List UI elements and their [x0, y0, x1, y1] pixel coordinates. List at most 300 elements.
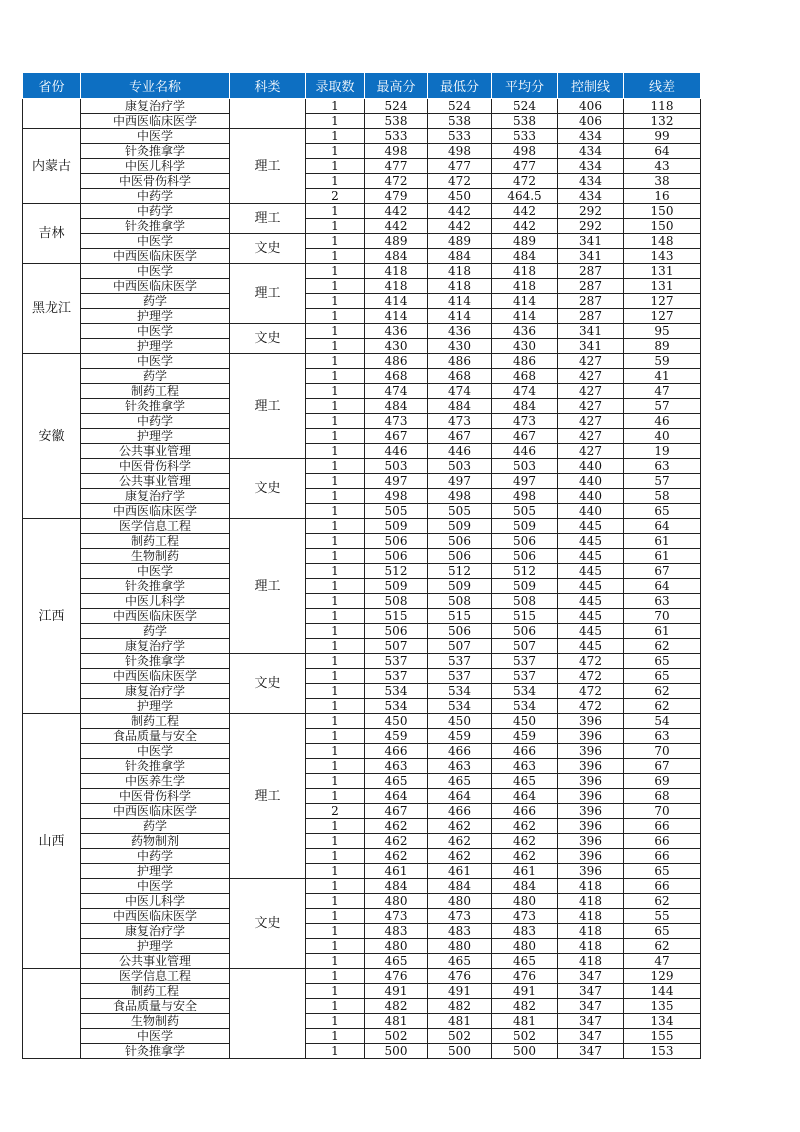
- major-cell: 制药工程: [81, 984, 230, 999]
- table-row: [23, 114, 701, 129]
- min-score-cell: 533: [428, 129, 492, 144]
- avg-score-cell: 497: [492, 474, 558, 489]
- avg-score-cell: 414: [492, 294, 558, 309]
- max-score-cell: 467: [365, 429, 428, 444]
- max-score-cell: 491: [365, 984, 428, 999]
- table-row: [23, 924, 701, 939]
- table-row: [23, 129, 701, 144]
- major-cell: 中医儿科学: [81, 159, 230, 174]
- table-row: [23, 264, 701, 279]
- line-diff-cell: 61: [624, 624, 701, 639]
- major-cell: 中西医临床医学: [81, 114, 230, 129]
- major-cell: 制药工程: [81, 534, 230, 549]
- min-score-cell: 463: [428, 759, 492, 774]
- control-line-cell: 341: [558, 324, 624, 339]
- max-score-cell: 497: [365, 474, 428, 489]
- avg-score-cell: 534: [492, 684, 558, 699]
- control-line-cell: 396: [558, 714, 624, 729]
- avg-score-cell: 502: [492, 1029, 558, 1044]
- min-score-cell: 503: [428, 459, 492, 474]
- control-line-cell: 418: [558, 954, 624, 969]
- table-row: [23, 849, 701, 864]
- major-cell: 中西医临床医学: [81, 669, 230, 684]
- admitted-count-cell: 1: [306, 969, 365, 984]
- admitted-count-cell: 1: [306, 774, 365, 789]
- line-diff-cell: 47: [624, 954, 701, 969]
- avg-score-cell: 476: [492, 969, 558, 984]
- avg-score-cell: 459: [492, 729, 558, 744]
- min-score-cell: 482: [428, 999, 492, 1014]
- table-row: [23, 804, 701, 819]
- major-cell: 康复治疗学: [81, 684, 230, 699]
- min-score-cell: 534: [428, 699, 492, 714]
- table-row: [23, 399, 701, 414]
- line-diff-cell: 155: [624, 1029, 701, 1044]
- admitted-count-cell: 1: [306, 474, 365, 489]
- control-line-cell: 287: [558, 294, 624, 309]
- avg-score-cell: 418: [492, 279, 558, 294]
- major-cell: 中医学: [81, 264, 230, 279]
- major-cell: 中医学: [81, 354, 230, 369]
- table-row: [23, 474, 701, 489]
- max-score-cell: 508: [365, 594, 428, 609]
- major-cell: 中医学: [81, 234, 230, 249]
- min-score-cell: 474: [428, 384, 492, 399]
- line-diff-cell: 41: [624, 369, 701, 384]
- min-score-cell: 484: [428, 879, 492, 894]
- control-line-cell: 347: [558, 1029, 624, 1044]
- major-cell: 针灸推拿学: [81, 1044, 230, 1059]
- table-row: [23, 759, 701, 774]
- admitted-count-cell: 1: [306, 384, 365, 399]
- avg-score-cell: 486: [492, 354, 558, 369]
- admitted-count-cell: 2: [306, 189, 365, 204]
- avg-score-cell: 462: [492, 849, 558, 864]
- min-score-cell: 506: [428, 624, 492, 639]
- control-line-cell: 347: [558, 969, 624, 984]
- min-score-cell: 467: [428, 429, 492, 444]
- table-row: [23, 789, 701, 804]
- line-diff-cell: 68: [624, 789, 701, 804]
- avg-score-cell: 509: [492, 519, 558, 534]
- admitted-count-cell: 1: [306, 909, 365, 924]
- max-score-cell: 484: [365, 879, 428, 894]
- major-cell: 针灸推拿学: [81, 579, 230, 594]
- control-line-cell: 445: [558, 519, 624, 534]
- line-diff-cell: 16: [624, 189, 701, 204]
- admitted-count-cell: 1: [306, 219, 365, 234]
- major-cell: 药学: [81, 624, 230, 639]
- major-cell: 护理学: [81, 939, 230, 954]
- min-score-cell: 497: [428, 474, 492, 489]
- min-score-cell: 465: [428, 954, 492, 969]
- max-score-cell: 537: [365, 669, 428, 684]
- line-diff-cell: 150: [624, 219, 701, 234]
- max-score-cell: 502: [365, 1029, 428, 1044]
- admitted-count-cell: 1: [306, 849, 365, 864]
- avg-score-cell: 477: [492, 159, 558, 174]
- avg-score-cell: 503: [492, 459, 558, 474]
- table-row: [23, 174, 701, 189]
- admitted-count-cell: 1: [306, 264, 365, 279]
- avg-score-cell: 414: [492, 309, 558, 324]
- table-row: [23, 744, 701, 759]
- line-diff-cell: 65: [624, 864, 701, 879]
- admitted-count-cell: 1: [306, 714, 365, 729]
- admitted-count-cell: 1: [306, 894, 365, 909]
- max-score-cell: 473: [365, 414, 428, 429]
- min-score-cell: 505: [428, 504, 492, 519]
- line-diff-cell: 58: [624, 489, 701, 504]
- line-diff-cell: 150: [624, 204, 701, 219]
- admitted-count-cell: 1: [306, 399, 365, 414]
- avg-score-cell: 462: [492, 819, 558, 834]
- admitted-count-cell: 1: [306, 549, 365, 564]
- line-diff-cell: 62: [624, 699, 701, 714]
- control-line-cell: 396: [558, 849, 624, 864]
- avg-score-cell: 465: [492, 774, 558, 789]
- line-diff-cell: 70: [624, 609, 701, 624]
- avg-score-cell: 442: [492, 219, 558, 234]
- avg-score-cell: 538: [492, 114, 558, 129]
- max-score-cell: 533: [365, 129, 428, 144]
- line-diff-cell: 129: [624, 969, 701, 984]
- control-line-cell: 445: [558, 564, 624, 579]
- max-score-cell: 462: [365, 819, 428, 834]
- major-cell: 中药学: [81, 849, 230, 864]
- avg-score-cell: 498: [492, 489, 558, 504]
- line-diff-cell: 43: [624, 159, 701, 174]
- max-score-cell: 524: [365, 99, 428, 114]
- max-score-cell: 436: [365, 324, 428, 339]
- admitted-count-cell: 1: [306, 129, 365, 144]
- avg-score-cell: 533: [492, 129, 558, 144]
- control-line-cell: 396: [558, 804, 624, 819]
- avg-score-cell: 480: [492, 939, 558, 954]
- table-row: [23, 429, 701, 444]
- control-line-cell: 396: [558, 759, 624, 774]
- min-score-cell: 418: [428, 264, 492, 279]
- avg-score-cell: 500: [492, 1044, 558, 1059]
- table-row: [23, 684, 701, 699]
- avg-score-cell: 481: [492, 1014, 558, 1029]
- min-score-cell: 414: [428, 294, 492, 309]
- table-row: [23, 354, 701, 369]
- min-score-cell: 537: [428, 669, 492, 684]
- control-line-cell: 347: [558, 999, 624, 1014]
- table-row: [23, 339, 701, 354]
- major-cell: 生物制药: [81, 1014, 230, 1029]
- header-control-line: 控制线: [558, 73, 624, 99]
- table-row: [23, 534, 701, 549]
- control-line-cell: 440: [558, 504, 624, 519]
- control-line-cell: 427: [558, 354, 624, 369]
- table-row: [23, 99, 701, 114]
- admitted-count-cell: 1: [306, 504, 365, 519]
- line-diff-cell: 135: [624, 999, 701, 1014]
- admitted-count-cell: 1: [306, 999, 365, 1014]
- table-row: [23, 294, 701, 309]
- line-diff-cell: 127: [624, 309, 701, 324]
- max-score-cell: 414: [365, 309, 428, 324]
- line-diff-cell: 66: [624, 834, 701, 849]
- table-row: [23, 699, 701, 714]
- avg-score-cell: 484: [492, 399, 558, 414]
- province-cell: 吉林: [23, 204, 81, 264]
- line-diff-cell: 99: [624, 129, 701, 144]
- control-line-cell: 396: [558, 834, 624, 849]
- control-line-cell: 347: [558, 1044, 624, 1059]
- admitted-count-cell: 1: [306, 879, 365, 894]
- avg-score-cell: 507: [492, 639, 558, 654]
- avg-score-cell: 436: [492, 324, 558, 339]
- control-line-cell: 396: [558, 789, 624, 804]
- major-cell: 中医儿科学: [81, 594, 230, 609]
- line-diff-cell: 46: [624, 414, 701, 429]
- header-admitted-count: 录取数: [306, 73, 365, 99]
- avg-score-cell: 465: [492, 954, 558, 969]
- min-score-cell: 477: [428, 159, 492, 174]
- admission-score-sheet: [22, 72, 700, 1059]
- min-score-cell: 473: [428, 414, 492, 429]
- major-cell: 中药学: [81, 204, 230, 219]
- table-row: [23, 249, 701, 264]
- major-cell: 中医学: [81, 744, 230, 759]
- min-score-cell: 498: [428, 144, 492, 159]
- major-cell: 制药工程: [81, 384, 230, 399]
- avg-score-cell: 512: [492, 564, 558, 579]
- major-cell: 护理学: [81, 429, 230, 444]
- line-diff-cell: 65: [624, 669, 701, 684]
- max-score-cell: 538: [365, 114, 428, 129]
- major-cell: 医学信息工程: [81, 519, 230, 534]
- avg-score-cell: 484: [492, 879, 558, 894]
- max-score-cell: 462: [365, 849, 428, 864]
- max-score-cell: 506: [365, 624, 428, 639]
- min-score-cell: 466: [428, 804, 492, 819]
- control-line-cell: 445: [558, 534, 624, 549]
- header-max-score: 最高分: [365, 73, 428, 99]
- avg-score-cell: 537: [492, 669, 558, 684]
- max-score-cell: 463: [365, 759, 428, 774]
- admitted-count-cell: 1: [306, 369, 365, 384]
- line-diff-cell: 127: [624, 294, 701, 309]
- major-cell: 药学: [81, 369, 230, 384]
- max-score-cell: 477: [365, 159, 428, 174]
- control-line-cell: 287: [558, 309, 624, 324]
- category-cell: 理工: [230, 714, 306, 879]
- admitted-count-cell: 1: [306, 939, 365, 954]
- table-row: [23, 234, 701, 249]
- min-score-cell: 481: [428, 1014, 492, 1029]
- line-diff-cell: 89: [624, 339, 701, 354]
- control-line-cell: 434: [558, 174, 624, 189]
- min-score-cell: 512: [428, 564, 492, 579]
- min-score-cell: 472: [428, 174, 492, 189]
- min-score-cell: 414: [428, 309, 492, 324]
- min-score-cell: 442: [428, 204, 492, 219]
- admitted-count-cell: 1: [306, 864, 365, 879]
- line-diff-cell: 67: [624, 564, 701, 579]
- max-score-cell: 481: [365, 1014, 428, 1029]
- major-cell: 中医骨伤科学: [81, 789, 230, 804]
- max-score-cell: 468: [365, 369, 428, 384]
- min-score-cell: 462: [428, 834, 492, 849]
- max-score-cell: 430: [365, 339, 428, 354]
- control-line-cell: 427: [558, 399, 624, 414]
- table-row: [23, 1029, 701, 1044]
- admitted-count-cell: 1: [306, 759, 365, 774]
- major-cell: 护理学: [81, 864, 230, 879]
- control-line-cell: 427: [558, 384, 624, 399]
- avg-score-cell: 506: [492, 624, 558, 639]
- major-cell: 康复治疗学: [81, 489, 230, 504]
- avg-score-cell: 462: [492, 834, 558, 849]
- table-row: [23, 909, 701, 924]
- line-diff-cell: 62: [624, 639, 701, 654]
- table-body: [23, 99, 701, 1059]
- min-score-cell: 483: [428, 924, 492, 939]
- category-cell: [230, 99, 306, 129]
- table-row: [23, 609, 701, 624]
- admitted-count-cell: 1: [306, 1014, 365, 1029]
- category-cell: 理工: [230, 129, 306, 204]
- line-diff-cell: 57: [624, 474, 701, 489]
- avg-score-cell: 466: [492, 744, 558, 759]
- min-score-cell: 486: [428, 354, 492, 369]
- table-row: [23, 279, 701, 294]
- line-diff-cell: 67: [624, 759, 701, 774]
- max-score-cell: 498: [365, 144, 428, 159]
- control-line-cell: 396: [558, 774, 624, 789]
- max-score-cell: 414: [365, 294, 428, 309]
- admitted-count-cell: 1: [306, 669, 365, 684]
- line-diff-cell: 40: [624, 429, 701, 444]
- header-major: 专业名称: [81, 73, 230, 99]
- max-score-cell: 509: [365, 579, 428, 594]
- admitted-count-cell: 1: [306, 429, 365, 444]
- admitted-count-cell: 1: [306, 954, 365, 969]
- min-score-cell: 462: [428, 819, 492, 834]
- max-score-cell: 484: [365, 249, 428, 264]
- max-score-cell: 503: [365, 459, 428, 474]
- max-score-cell: 474: [365, 384, 428, 399]
- control-line-cell: 445: [558, 549, 624, 564]
- avg-score-cell: 450: [492, 714, 558, 729]
- admitted-count-cell: 1: [306, 729, 365, 744]
- admitted-count-cell: 1: [306, 639, 365, 654]
- admitted-count-cell: 1: [306, 789, 365, 804]
- control-line-cell: 440: [558, 489, 624, 504]
- max-score-cell: 537: [365, 654, 428, 669]
- table-row: [23, 669, 701, 684]
- control-line-cell: 418: [558, 879, 624, 894]
- line-diff-cell: 63: [624, 729, 701, 744]
- major-cell: 食品质量与安全: [81, 729, 230, 744]
- min-score-cell: 459: [428, 729, 492, 744]
- control-line-cell: 434: [558, 159, 624, 174]
- min-score-cell: 473: [428, 909, 492, 924]
- table-row: [23, 324, 701, 339]
- major-cell: 医学信息工程: [81, 969, 230, 984]
- province-cell: 山西: [23, 714, 81, 969]
- control-line-cell: 292: [558, 204, 624, 219]
- min-score-cell: 524: [428, 99, 492, 114]
- max-score-cell: 509: [365, 519, 428, 534]
- control-line-cell: 418: [558, 894, 624, 909]
- major-cell: 中药学: [81, 189, 230, 204]
- control-line-cell: 440: [558, 474, 624, 489]
- table-row: [23, 504, 701, 519]
- line-diff-cell: 66: [624, 819, 701, 834]
- category-cell: 理工: [230, 264, 306, 324]
- control-line-cell: 418: [558, 924, 624, 939]
- avg-score-cell: 472: [492, 174, 558, 189]
- admitted-count-cell: 1: [306, 609, 365, 624]
- avg-score-cell: 430: [492, 339, 558, 354]
- max-score-cell: 467: [365, 804, 428, 819]
- table-row: [23, 369, 701, 384]
- line-diff-cell: 55: [624, 909, 701, 924]
- table-row: [23, 159, 701, 174]
- control-line-cell: 287: [558, 279, 624, 294]
- max-score-cell: 484: [365, 399, 428, 414]
- max-score-cell: 512: [365, 564, 428, 579]
- admitted-count-cell: 1: [306, 234, 365, 249]
- control-line-cell: 445: [558, 594, 624, 609]
- major-cell: 针灸推拿学: [81, 759, 230, 774]
- line-diff-cell: 63: [624, 459, 701, 474]
- line-diff-cell: 70: [624, 804, 701, 819]
- line-diff-cell: 61: [624, 549, 701, 564]
- max-score-cell: 479: [365, 189, 428, 204]
- min-score-cell: 509: [428, 519, 492, 534]
- table-row: [23, 489, 701, 504]
- table-row: [23, 714, 701, 729]
- province-cell: 安徽: [23, 354, 81, 519]
- min-score-cell: 476: [428, 969, 492, 984]
- control-line-cell: 406: [558, 99, 624, 114]
- control-line-cell: 472: [558, 699, 624, 714]
- control-line-cell: 418: [558, 909, 624, 924]
- major-cell: 中西医临床医学: [81, 249, 230, 264]
- max-score-cell: 465: [365, 774, 428, 789]
- avg-score-cell: 484: [492, 249, 558, 264]
- major-cell: 针灸推拿学: [81, 654, 230, 669]
- line-diff-cell: 66: [624, 849, 701, 864]
- table-row: [23, 204, 701, 219]
- line-diff-cell: 143: [624, 249, 701, 264]
- max-score-cell: 486: [365, 354, 428, 369]
- control-line-cell: 445: [558, 609, 624, 624]
- admitted-count-cell: 1: [306, 1044, 365, 1059]
- control-line-cell: 427: [558, 429, 624, 444]
- table-row: [23, 189, 701, 204]
- admission-table: [22, 72, 701, 1059]
- major-cell: 药学: [81, 294, 230, 309]
- major-cell: 中医儿科学: [81, 894, 230, 909]
- min-score-cell: 466: [428, 744, 492, 759]
- table-row: [23, 969, 701, 984]
- control-line-cell: 418: [558, 939, 624, 954]
- min-score-cell: 464: [428, 789, 492, 804]
- table-row: [23, 624, 701, 639]
- line-diff-cell: 62: [624, 939, 701, 954]
- min-score-cell: 468: [428, 369, 492, 384]
- avg-score-cell: 461: [492, 864, 558, 879]
- control-line-cell: 396: [558, 819, 624, 834]
- control-line-cell: 396: [558, 744, 624, 759]
